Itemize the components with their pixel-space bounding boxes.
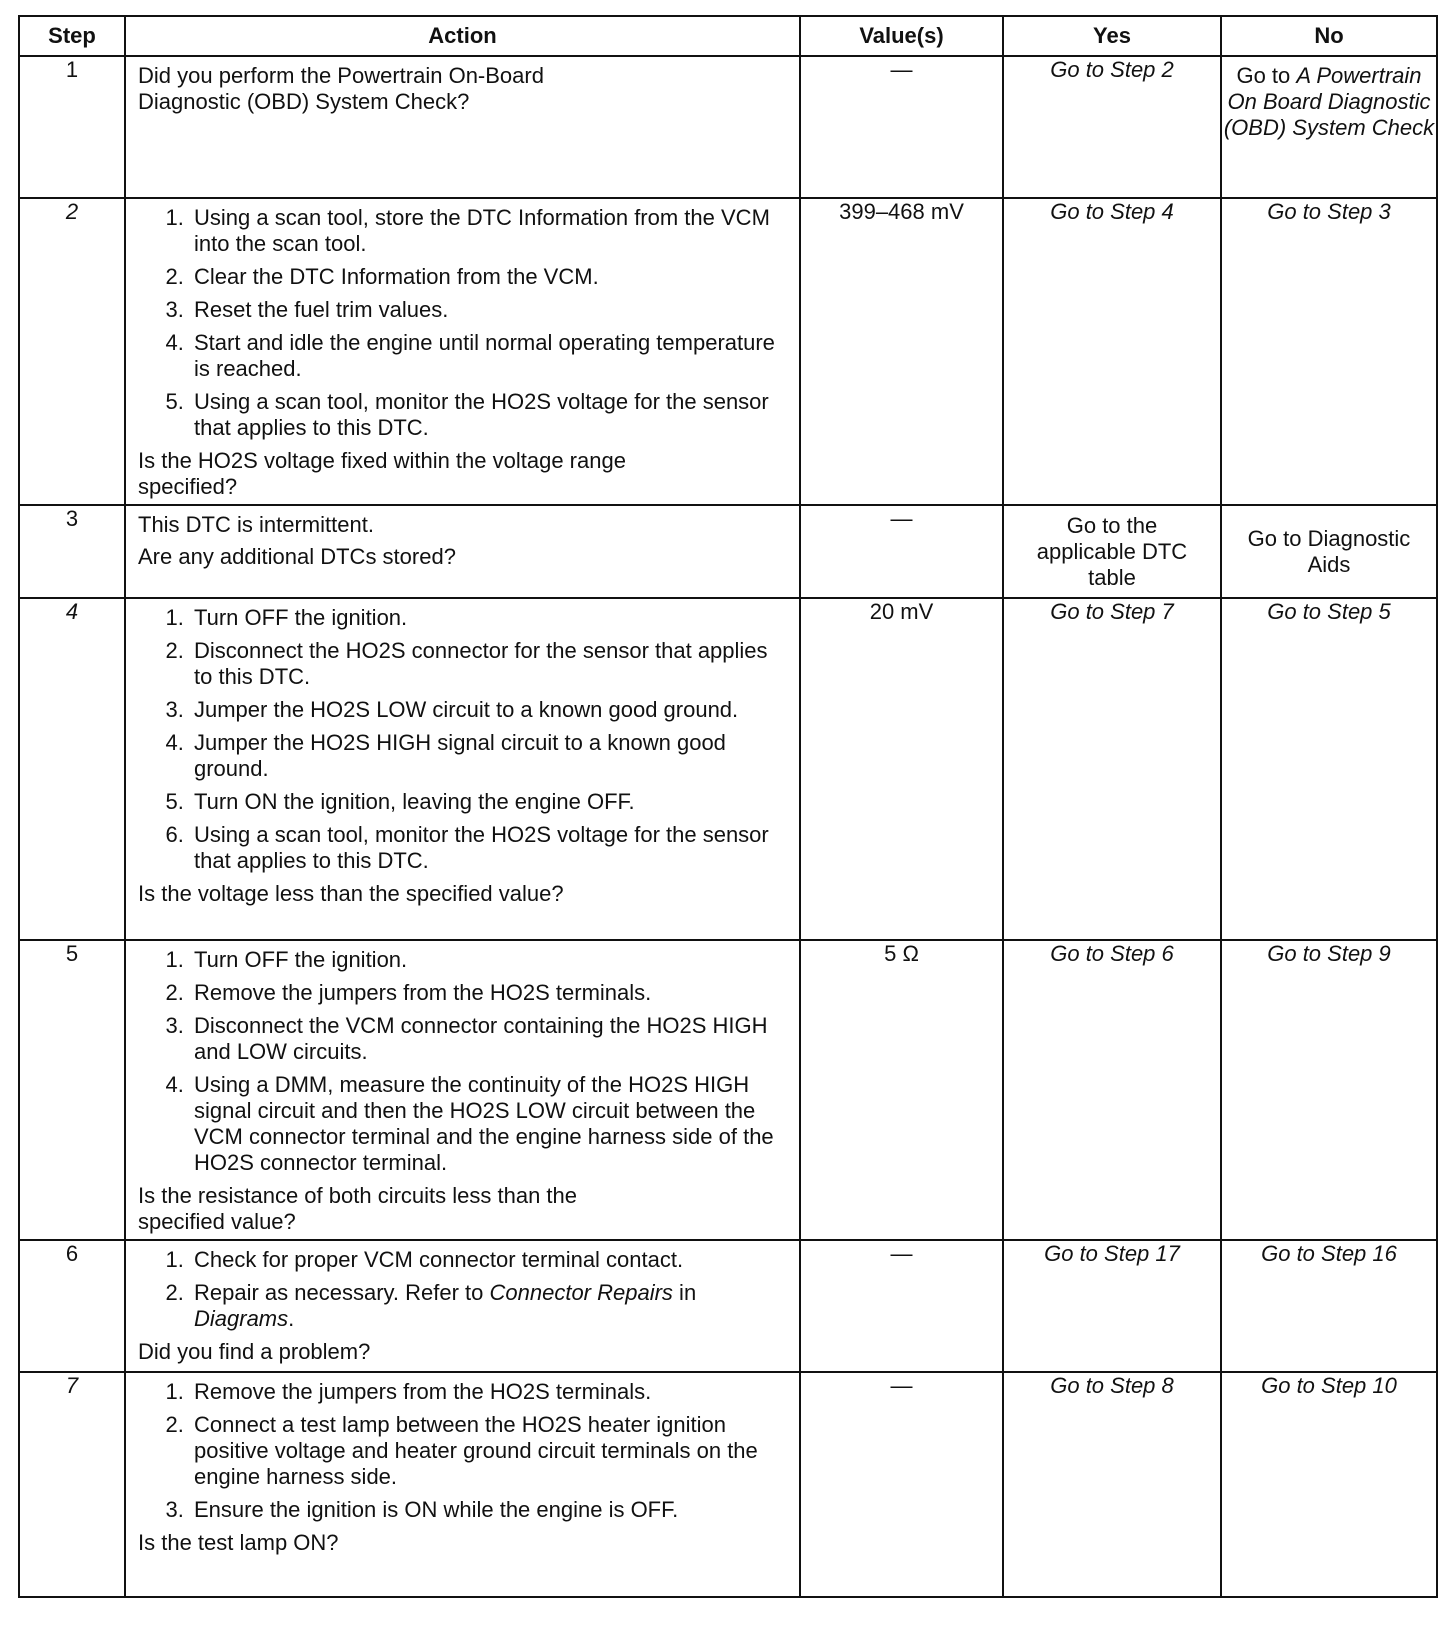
- no-prefix: Go to: [1236, 63, 1297, 88]
- table-row-step-7: [19, 1372, 1437, 1597]
- value-cell: —: [800, 56, 1003, 198]
- value-cell: 399–468 mV: [800, 198, 1003, 505]
- action-step: 5. Turn ON the ignition, leaving the engine OFF.: [190, 789, 791, 815]
- action-text: Did you perform the Powertrain On-Board Diagnostic (OBD) System Check?: [138, 63, 544, 114]
- no-cell[interactable]: Go to Step 10: [1221, 1372, 1437, 1597]
- action-step: 3. Ensure the ignition is ON while the engine is OFF.: [190, 1497, 791, 1523]
- action-question: Is the HO2S voltage fixed within the voltage range specified?: [138, 448, 626, 499]
- header-yes: Yes: [1003, 16, 1221, 56]
- action-step: [190, 1280, 791, 1332]
- yes-cell[interactable]: Go to Step 6: [1003, 940, 1221, 1240]
- action-step: 1. Check for proper VCM connector terminal contact.: [190, 1247, 791, 1273]
- table-row-step-5: [19, 940, 1437, 1240]
- action-text: This DTC is intermittent.: [138, 512, 374, 537]
- action-step: 2. Disconnect the HO2S connector for the sensor that applies to this DTC.: [190, 638, 791, 690]
- value-cell: 20 mV: [800, 598, 1003, 940]
- action-step: 1. Turn OFF the ignition.: [190, 605, 791, 631]
- action-step-text: Repair as necessary. Refer to: [194, 1280, 490, 1305]
- no-cell[interactable]: Go to Step 16: [1221, 1240, 1437, 1372]
- no-cell[interactable]: [1221, 56, 1437, 198]
- action-step: 4. Using a DMM, measure the continuity of the HO2S HIGH signal circuit and then the HO2S LOW circuit between the VCM connector terminal and the engine harness side of the HO2S connector terminal.: [190, 1072, 791, 1176]
- no-cell[interactable]: Go to Step 5: [1221, 598, 1437, 940]
- diagrams-link[interactable]: Diagrams: [194, 1306, 289, 1331]
- step-number: 3: [19, 505, 125, 598]
- action-step: 4. Jumper the HO2S HIGH signal circuit to a known good ground.: [190, 730, 791, 782]
- table-row-step-2: [19, 198, 1437, 505]
- action-question: Is the test lamp ON?: [138, 1530, 339, 1555]
- action-step: 2. Remove the jumpers from the HO2S terminals.: [190, 980, 791, 1006]
- no-cell[interactable]: Go to Diagnostic Aids: [1221, 505, 1437, 598]
- yes-cell[interactable]: Go to Step 2: [1003, 56, 1221, 198]
- no-cell[interactable]: Go to Step 9: [1221, 940, 1437, 1240]
- action-steps-list: [138, 947, 791, 1176]
- action-cell: [125, 505, 800, 598]
- value-cell: —: [800, 505, 1003, 598]
- header-step: Step: [19, 16, 125, 56]
- action-step: 3. Reset the fuel trim values.: [190, 297, 791, 323]
- action-step-text: in: [672, 1280, 697, 1305]
- action-step: 1. Turn OFF the ignition.: [190, 947, 791, 973]
- action-steps-list: [138, 1379, 791, 1523]
- no-link-obd-check[interactable]: A Powertrain On Board Diagnostic (OBD) System Check: [1223, 63, 1435, 140]
- action-step: 3. Jumper the HO2S LOW circuit to a known good ground.: [190, 697, 791, 723]
- value-cell: —: [800, 1372, 1003, 1597]
- yes-cell[interactable]: Go to Step 7: [1003, 598, 1221, 940]
- action-cell: [125, 1240, 800, 1372]
- yes-cell[interactable]: Go to Step 17: [1003, 1240, 1221, 1372]
- action-question: Are any additional DTCs stored?: [138, 544, 456, 569]
- action-question: Did you find a problem?: [138, 1339, 371, 1364]
- table-row-step-1: [19, 56, 1437, 198]
- action-cell: [125, 1372, 800, 1597]
- header-value: Value(s): [800, 16, 1003, 56]
- action-step: 2. Connect a test lamp between the HO2S heater ignition positive voltage and heater ground circuit terminals on the engine harness side.: [190, 1412, 791, 1490]
- action-cell: [125, 598, 800, 940]
- action-cell: [125, 56, 800, 198]
- header-action: Action: [125, 16, 800, 56]
- header-row: [19, 16, 1437, 56]
- step-number: 2: [19, 198, 125, 505]
- step-number: 1: [19, 56, 125, 198]
- table-row-step-4: [19, 598, 1437, 940]
- step-number: 4: [19, 598, 125, 940]
- table-row-step-3: [19, 505, 1437, 598]
- action-step-text: .: [288, 1306, 295, 1331]
- action-step: 5. Using a scan tool, monitor the HO2S voltage for the sensor that applies to this DTC.: [190, 389, 791, 441]
- action-step: 1. Using a scan tool, store the DTC Information from the VCM into the scan tool.: [190, 205, 791, 257]
- action-steps-list: [138, 605, 791, 874]
- diagnostic-table: [18, 15, 1438, 1598]
- header-no: No: [1221, 16, 1437, 56]
- yes-cell[interactable]: Go to Step 8: [1003, 1372, 1221, 1597]
- action-question: Is the voltage less than the specified value?: [138, 881, 564, 906]
- no-cell[interactable]: Go to Step 3: [1221, 198, 1437, 505]
- diagnostic-table-container: [18, 15, 1436, 1598]
- step-number: 5: [19, 940, 125, 1240]
- action-step: 4. Start and idle the engine until normal operating temperature is reached.: [190, 330, 791, 382]
- step-number: 7: [19, 1372, 125, 1597]
- yes-cell[interactable]: Go to Step 4: [1003, 198, 1221, 505]
- action-cell: [125, 198, 800, 505]
- connector-repairs-link[interactable]: Connector Repairs: [489, 1280, 673, 1305]
- action-steps-list: [138, 1247, 791, 1332]
- action-step: 2. Clear the DTC Information from the VCM.: [190, 264, 791, 290]
- yes-cell[interactable]: Go to the applicable DTC table: [1003, 505, 1221, 598]
- value-cell: 5 Ω: [800, 940, 1003, 1240]
- table-row-step-6: [19, 1240, 1437, 1372]
- action-steps-list: [138, 205, 791, 441]
- action-step: 1. Remove the jumpers from the HO2S terminals.: [190, 1379, 791, 1405]
- value-cell: —: [800, 1240, 1003, 1372]
- action-step: 3. Disconnect the VCM connector containing the HO2S HIGH and LOW circuits.: [190, 1013, 791, 1065]
- action-question: Is the resistance of both circuits less than the specified value?: [138, 1183, 578, 1234]
- action-step: 6. Using a scan tool, monitor the HO2S voltage for the sensor that applies to this DTC.: [190, 822, 791, 874]
- step-number: 6: [19, 1240, 125, 1372]
- action-cell: [125, 940, 800, 1240]
